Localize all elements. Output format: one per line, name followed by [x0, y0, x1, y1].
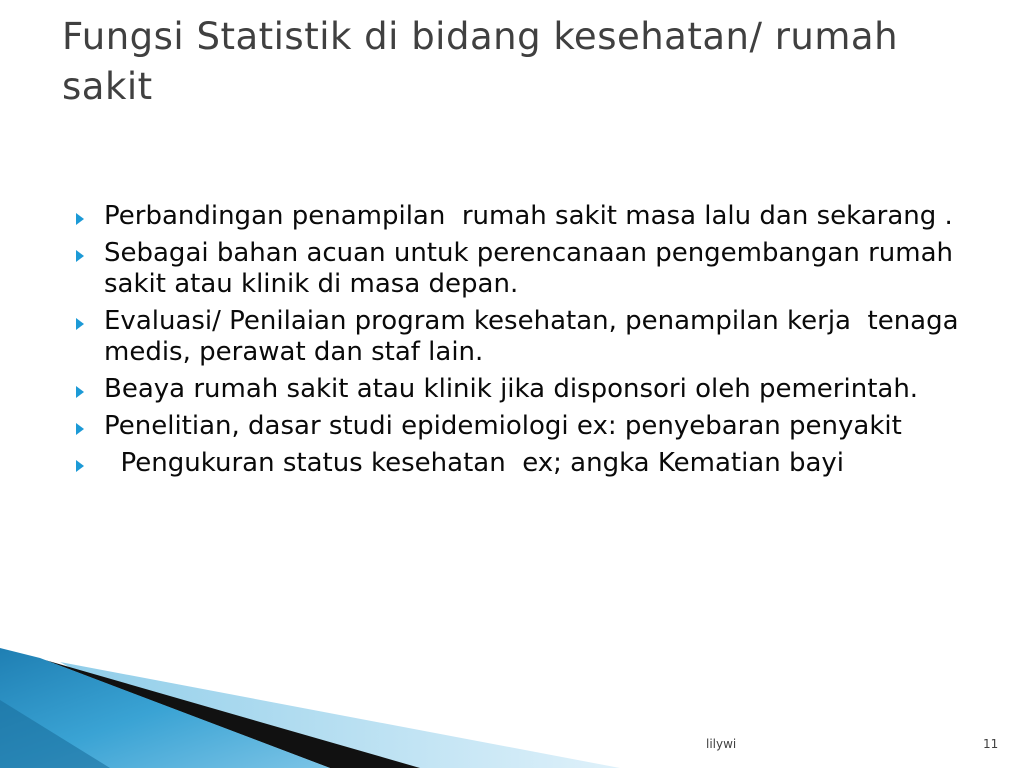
decor-dark-blue-shade: [0, 700, 110, 768]
list-item: [70, 306, 970, 368]
list-item-text: Sebagai bahan acuan untuk perencanaan pengembangan rumah sakit atau klinik di masa depan.: [104, 238, 962, 299]
list-item: [70, 238, 970, 300]
list-item: [70, 374, 970, 405]
triangle-right-icon: [76, 213, 84, 225]
triangle-right-icon: [76, 423, 84, 435]
decor-blue-wedge: [0, 648, 330, 768]
triangle-right-icon: [76, 386, 84, 398]
triangle-right-icon: [76, 318, 84, 330]
bullet-list: [70, 201, 970, 485]
triangle-right-icon: [76, 460, 84, 472]
decor-light-blue-band: [60, 662, 620, 768]
list-item-text: Pengukuran status kesehatan ex; angka Kematian bayi: [104, 448, 845, 478]
list-item: [70, 411, 970, 442]
triangle-right-icon: [76, 250, 84, 262]
list-item-text: Beaya rumah sakit atau klinik jika disponsori oleh pemerintah.: [104, 374, 919, 404]
slide-title: Fungsi Statistik di bidang kesehatan/ rumah sakit: [62, 15, 899, 108]
list-item-text: Perbandingan penampilan rumah sakit masa lalu dan sekarang .: [104, 201, 953, 231]
footer-author: lilywi: [706, 737, 737, 751]
list-item-text: Evaluasi/ Penilaian program kesehatan, penampilan kerja tenaga medis, perawat dan staf lain.: [104, 306, 967, 367]
decor-black-wedge: [45, 660, 420, 768]
list-item: [70, 201, 970, 232]
list-item-text: Penelitian, dasar studi epidemiologi ex: penyebaran penyakit: [104, 411, 902, 441]
list-item: [70, 448, 970, 479]
page-number: 11: [983, 737, 999, 751]
